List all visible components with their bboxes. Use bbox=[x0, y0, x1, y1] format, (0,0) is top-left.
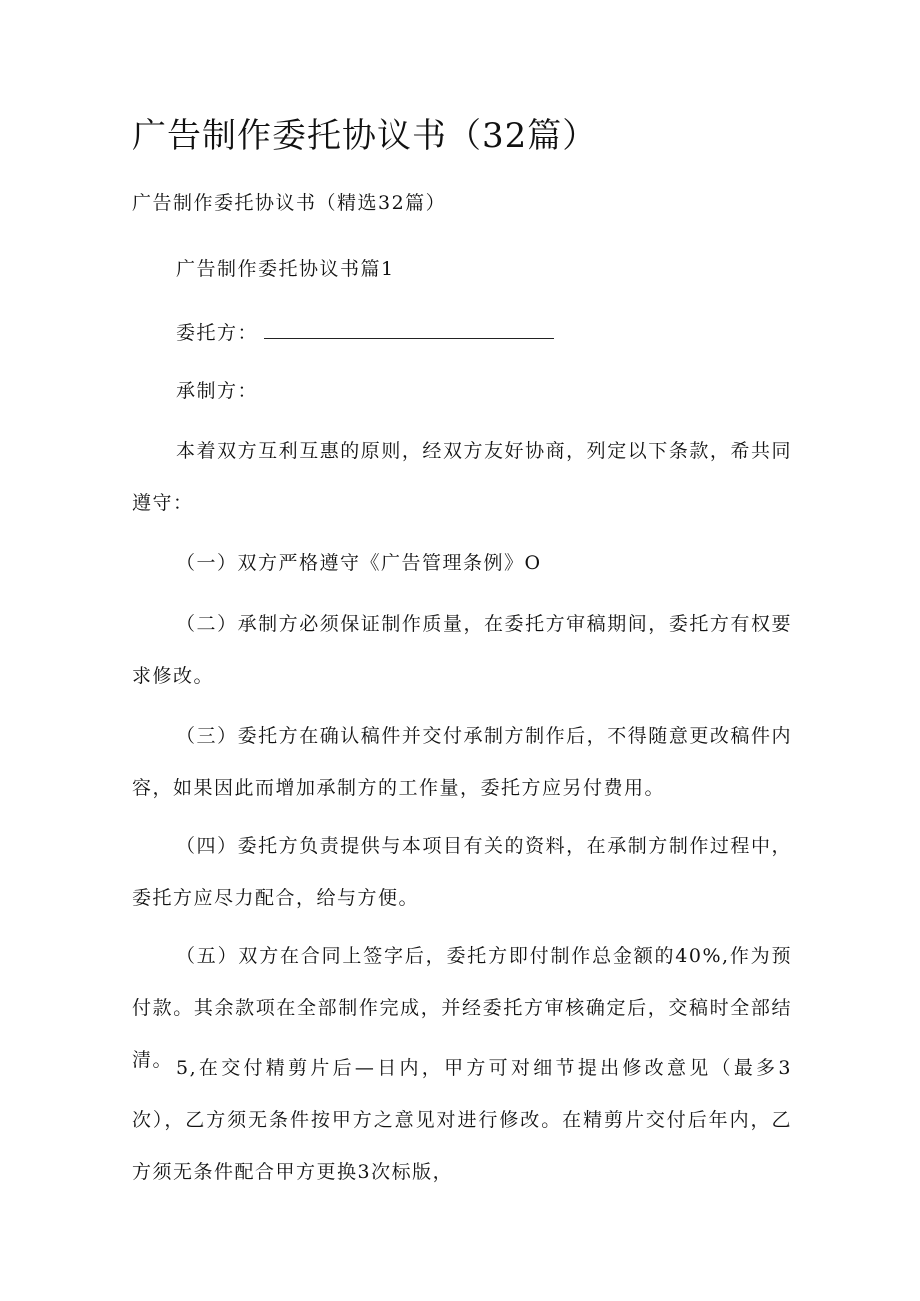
client-field bbox=[176, 318, 554, 346]
contractor-label: 承制方： bbox=[176, 380, 259, 402]
document-subtitle: 广告制作委托协议书（精选32篇） bbox=[132, 192, 447, 214]
client-label: 委托方： bbox=[176, 322, 259, 344]
paragraph-clause-5: （五）双方在合同上签字后，委托方即付制作总金额的40%,作为预付款。其余款项在全部制作完成，并经委托方审核确定后，交稿时全部结清。 bbox=[132, 945, 792, 1071]
contractor-field bbox=[176, 378, 258, 404]
paragraph-clause-3: （三）委托方在确认稿件并交付承制方制作后，不得随意更改稿件内容，如果因此而增加承制方的工作量，委托方应另付费用。 bbox=[132, 725, 792, 799]
paragraph-clause-6: 5,在交付精剪片后—日内，甲方可对细节提出修改意见（最多3次），乙方须无条件按甲方之意见对进行修改。在精剪片交付后年内，乙方须无条件配合甲方更换3次标版， bbox=[132, 1057, 792, 1183]
paragraph-clause-1: （一）双方严格遵守《广告管理条例》O bbox=[176, 552, 542, 574]
paragraph-clause-4: （四）委托方负责提供与本项目有关的资料，在承制方制作过程中，委托方应尽力配合，给与方便。 bbox=[132, 835, 792, 909]
client-blank-line bbox=[264, 318, 554, 339]
paragraph-intro: 本着双方互利互惠的原则，经双方友好协商，列定以下条款，希共同遵守： bbox=[132, 440, 792, 514]
paragraph-clause-2: （二）承制方必须保证制作质量，在委托方审稿期间，委托方有权要求修改。 bbox=[132, 613, 792, 687]
document-title: 广告制作委托协议书（32篇） bbox=[132, 116, 598, 156]
section-heading: 广告制作委托协议书篇1 bbox=[176, 258, 395, 280]
